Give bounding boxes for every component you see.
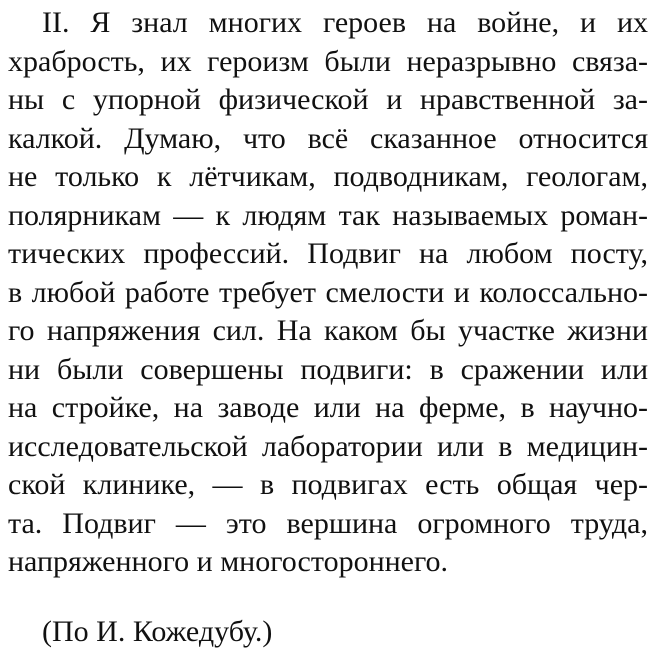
text-line-8: в любой работе требует смелости и колоссально- [8, 275, 648, 309]
text-line-4: калкой. Думаю, что всё сказанное относится [8, 121, 648, 155]
text-line-14: та. Подвиг — это вершина огромного труда, [8, 506, 648, 540]
text-line-12: исследовательской лаборатории или в медицин- [8, 429, 648, 463]
main-paragraph [8, 4, 648, 582]
text-line-11: на стройке, на заводе или на ферме, в научно- [8, 391, 648, 424]
text-line-13: ской клинике, — в подвигах есть общая чер- [8, 468, 648, 501]
text-line-7: тических профессий. Подвиг на любом посту, [8, 237, 648, 270]
text-line-2: храбрость, их героизм были неразрывно связа- [8, 44, 648, 78]
text-line-10: ни были совершены подвиги: в сражении или [8, 352, 648, 386]
text-line-6: полярникам — к людям так называемых роман- [8, 198, 648, 232]
text-line-5: не только к лётчикам, подводникам, геологам, [8, 160, 648, 193]
text-line-1: II. Я знал многих героев на войне, и их [42, 6, 648, 39]
text-line-3: ны с упорной физической и нравственной за- [8, 83, 648, 116]
attribution: (По И. Кожедубу.) [42, 615, 273, 648]
text-line-15: напряженного и многостороннего. [8, 545, 449, 578]
text-line-9: го напряжения сил. На каком бы участке жизни [8, 314, 648, 347]
